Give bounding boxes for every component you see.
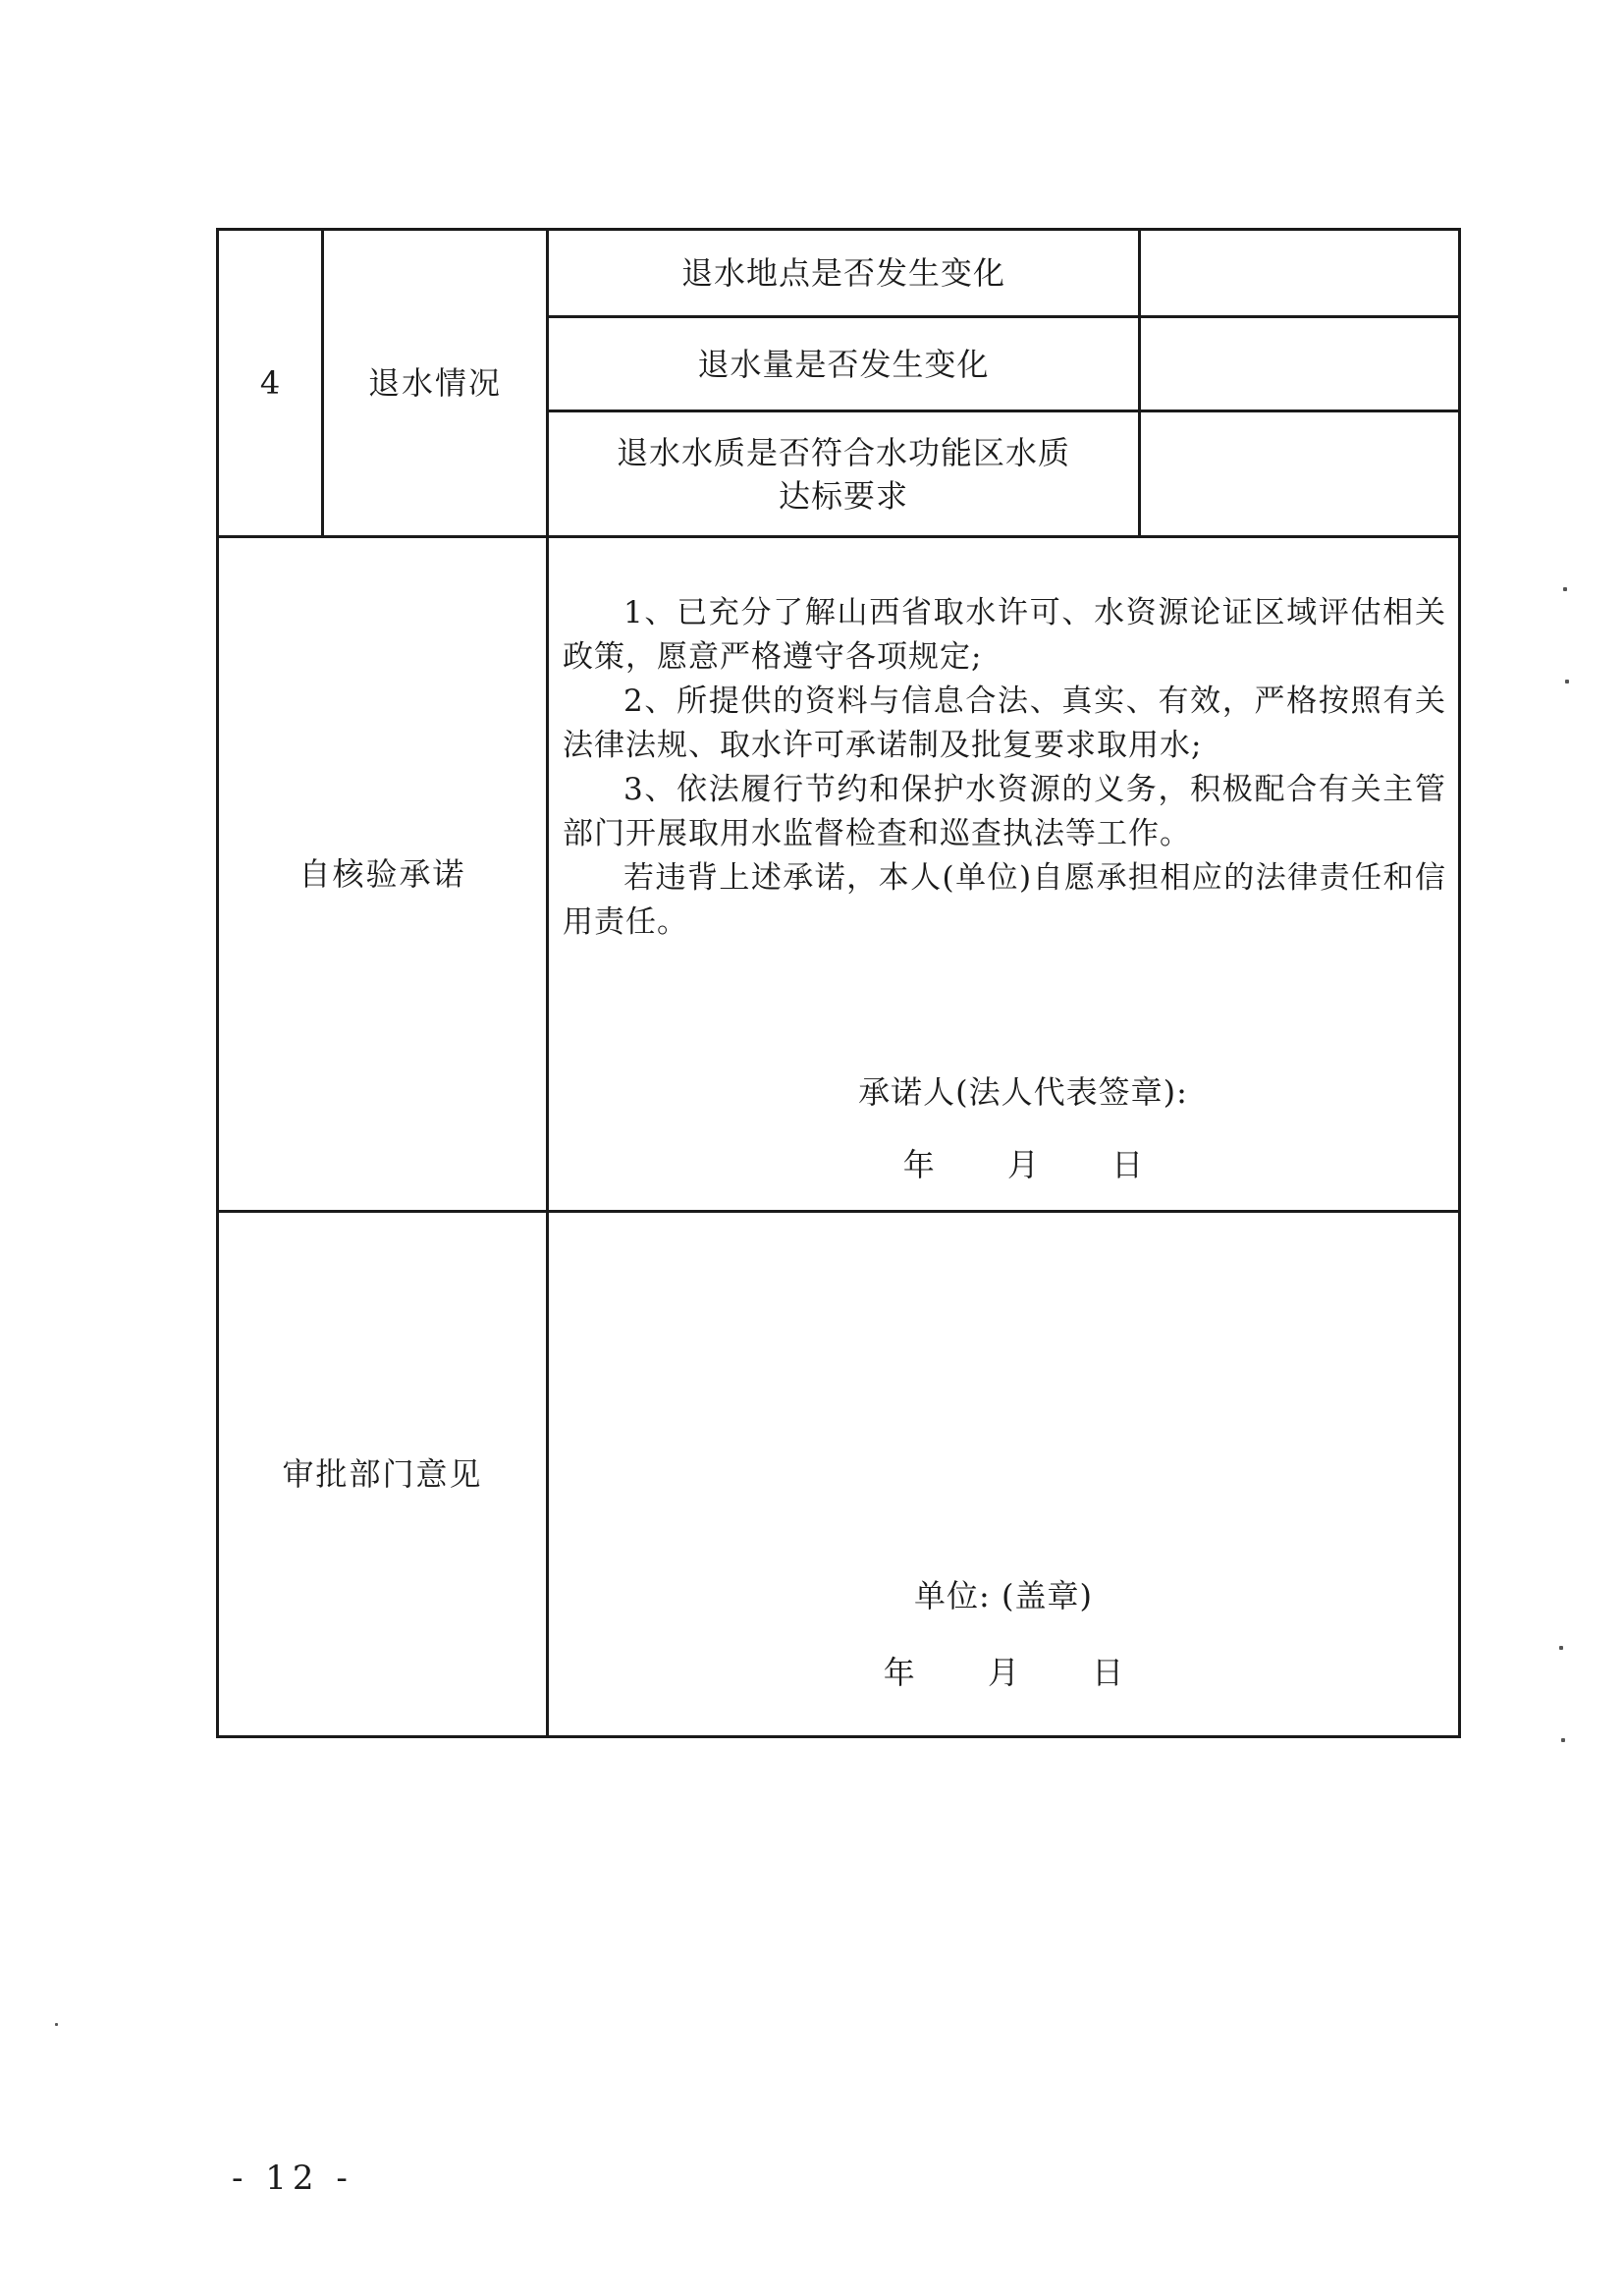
category-cell <box>323 230 548 537</box>
value-cell[interactable] <box>1140 317 1460 411</box>
commitment-text <box>563 591 1446 945</box>
item-label: 退水量是否发生变化 <box>697 345 990 383</box>
date-month: 月 <box>1006 1146 1039 1183</box>
page-number: - 12 - <box>232 2159 353 2198</box>
item-label-line2: 达标要求 <box>778 476 908 515</box>
date-month: 月 <box>987 1654 1019 1691</box>
scan-speck <box>1563 587 1567 591</box>
approval-row <box>218 1212 1460 1737</box>
signer-label: 承诺人(法人代表签章): <box>858 1073 1188 1111</box>
row-number: 4 <box>259 364 281 402</box>
commitment-date <box>549 1143 1458 1186</box>
commitment-paragraph: 若违背上述承诺，本人(单位)自愿承担相应的法律责任和信用责任。 <box>563 860 1446 940</box>
item-cell <box>548 411 1140 537</box>
category-label: 退水情况 <box>367 364 502 402</box>
approval-date <box>549 1651 1458 1694</box>
signer-line <box>549 1070 1458 1114</box>
value-cell[interactable] <box>1140 411 1460 537</box>
date-day: 日 <box>1111 1146 1144 1183</box>
item-cell <box>548 230 1140 317</box>
commitment-paragraph: 1、已充分了解山西省取水许可、水资源论证区域评估相关政策，愿意严格遵守各项规定; <box>563 595 1446 675</box>
commitment-paragraph: 2、所提供的资料与信息合法、真实、有效，严格按照有关法律法规、取水许可承诺制及批复要求取用水; <box>563 683 1446 763</box>
commitment-label: 自核验承诺 <box>298 855 466 893</box>
date-year: 年 <box>902 1146 935 1183</box>
row-number-cell <box>218 230 323 537</box>
item-label-line1: 退水水质是否符合水功能区水质 <box>616 433 1070 471</box>
commitment-content-cell <box>548 537 1460 1212</box>
scan-speck <box>55 2023 58 2026</box>
table-row <box>218 230 1460 317</box>
commitment-label-cell <box>218 537 548 1212</box>
item-label: 退水地点是否发生变化 <box>680 254 1005 292</box>
water-intake-form-table <box>216 228 1461 1738</box>
approval-content-cell[interactable] <box>548 1212 1460 1737</box>
value-cell[interactable] <box>1140 230 1460 317</box>
commitment-row <box>218 537 1460 1212</box>
item-cell <box>548 317 1140 411</box>
approval-unit-label: 单位: (盖章) <box>914 1577 1093 1614</box>
scan-speck <box>1561 1738 1565 1742</box>
scan-speck <box>1559 1646 1563 1650</box>
approval-label-cell <box>218 1212 548 1737</box>
scan-speck <box>1565 680 1569 683</box>
approval-label: 审批部门意见 <box>282 1455 483 1493</box>
date-day: 日 <box>1092 1654 1124 1691</box>
approval-unit-line <box>549 1574 1458 1617</box>
commitment-paragraph: 3、依法履行节约和保护水资源的义务，积极配合有关主管部门开展取用水监督检查和巡查执法等工作。 <box>563 772 1446 851</box>
date-year: 年 <box>883 1654 915 1691</box>
